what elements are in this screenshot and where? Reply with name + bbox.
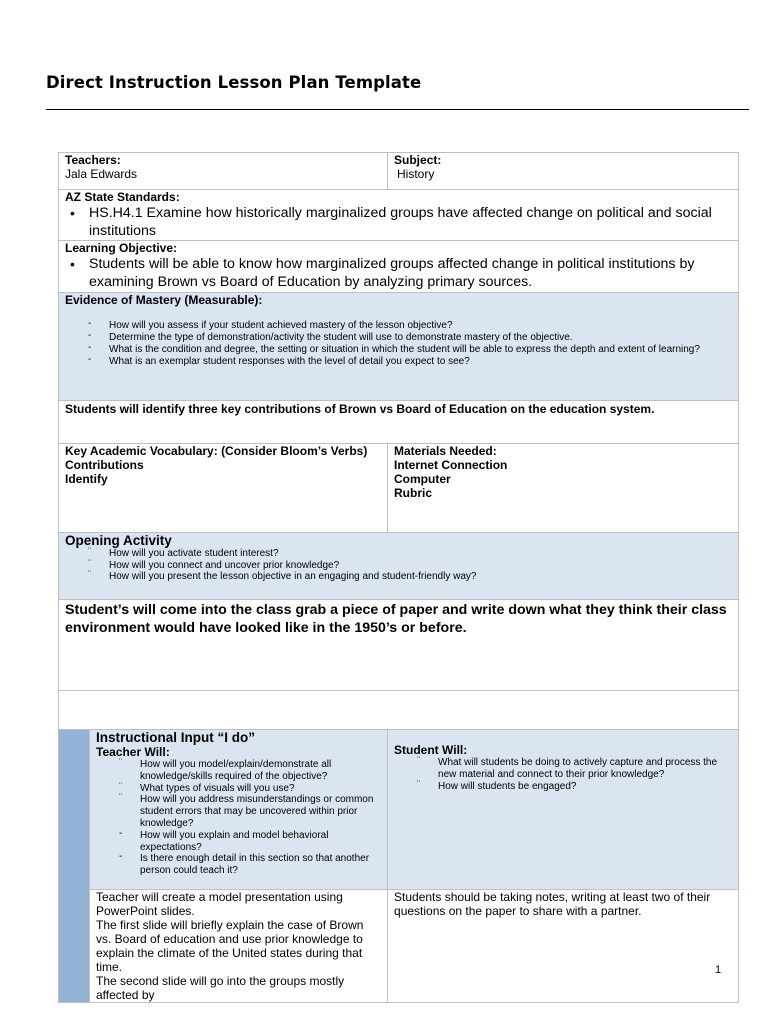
subject-label: Subject: xyxy=(394,153,442,167)
teacher-answer-line: Teacher will create a model presentation using PowerPoint slides. xyxy=(96,890,343,918)
teacher-will-label: Teacher Will: xyxy=(96,745,170,759)
standards-list xyxy=(65,204,732,240)
teachers-value: Jala Edwards xyxy=(65,167,138,181)
teacher-answer-cell[interactable] xyxy=(90,890,388,1003)
materials-item: Internet Connection xyxy=(394,458,508,472)
opening-question-list xyxy=(65,548,732,583)
materials-item: Computer xyxy=(394,472,451,486)
student-answer: Students should be taking notes, writing at least two of their questions on the paper to share with a partner. xyxy=(394,890,711,918)
page-title: Direct Instruction Lesson Plan Template xyxy=(46,73,422,92)
vocabulary-cell[interactable] xyxy=(59,444,388,533)
title-divider xyxy=(46,109,749,110)
standard-item: • HS.H4.1 Examine how historically marginalized groups have affected change on political and social institutions xyxy=(89,204,732,240)
mastery-answer: Students will identify three key contributions of Brown vs Board of Education on the education system. xyxy=(65,402,655,416)
mastery-question: - How will you assess if your student achieved mastery of the lesson objective? xyxy=(109,320,732,332)
teacher-answer-line: The second slide will go into the groups mostly affected by xyxy=(96,974,345,1002)
mastery-row xyxy=(59,293,739,401)
standards-label: AZ State Standards: xyxy=(65,190,180,204)
vocab-materials-row xyxy=(59,444,739,533)
instructional-answer-row xyxy=(59,890,739,1003)
opening-answer-row xyxy=(59,600,739,691)
opening-cell xyxy=(59,533,739,600)
objective-row xyxy=(59,241,739,293)
teacher-question-list xyxy=(96,759,381,877)
teacher-question: ¨ How will you address misunderstandings or common student errors that may be uncovered within prior knowledge? xyxy=(140,794,381,829)
empty-cell[interactable] xyxy=(59,691,739,730)
page-number: 1 xyxy=(715,964,722,976)
objective-cell[interactable] xyxy=(59,241,739,293)
objective-label: Learning Objective: xyxy=(65,241,178,255)
student-will-cell xyxy=(388,730,739,890)
objective-list xyxy=(65,255,732,291)
opening-row xyxy=(59,533,739,600)
teacher-question: - Is there enough detail in this section so that another person could teach it? xyxy=(140,853,381,877)
student-question-list xyxy=(394,757,732,792)
student-question: ¨ What will students be doing to actively capture and process the new material and connect to their prior knowledge? xyxy=(438,757,732,781)
teachers-label: Teachers: xyxy=(65,153,121,167)
materials-item: Rubric xyxy=(394,486,433,500)
mastery-cell xyxy=(59,293,739,401)
opening-question: ¨ How will you present the lesson objective in an engaging and student-friendly way? xyxy=(109,571,732,583)
student-question: ¨ How will students be engaged? xyxy=(438,781,732,793)
opening-label: Opening Activity xyxy=(65,533,172,548)
instructional-side-bar xyxy=(59,730,90,1003)
mastery-answer-row xyxy=(59,401,739,444)
mastery-question-list xyxy=(65,320,732,368)
vocabulary-label: Key Academic Vocabulary: (Consider Bloom’s Verbs) xyxy=(65,444,368,458)
teacher-question: - How will you explain and model behavioral expectations? xyxy=(140,830,381,854)
opening-answer: Student’s will come into the class grab a piece of paper and write down what they think their class environment would have looked like in the 1950’s or before. xyxy=(65,602,727,636)
subject-value: History xyxy=(397,167,435,181)
standards-row xyxy=(59,190,739,241)
student-answer-cell[interactable] xyxy=(388,890,739,1003)
materials-cell[interactable] xyxy=(388,444,739,533)
materials-label: Materials Needed: xyxy=(394,444,497,458)
standards-cell[interactable] xyxy=(59,190,739,241)
teachers-cell[interactable] xyxy=(59,153,388,190)
vocabulary-item: Contributions xyxy=(65,458,144,472)
instructional-row xyxy=(59,730,739,890)
mastery-question: - What is the condition and degree, the setting or situation in which the student will be able to express the depth and extent of learning? xyxy=(109,344,732,356)
lesson-plan-table xyxy=(58,152,739,1003)
opening-answer-cell[interactable] xyxy=(59,600,739,691)
instructional-label: Instructional Input “I do” xyxy=(96,730,255,745)
mastery-question: - What is an exemplar student responses with the level of detail you expect to see? xyxy=(109,356,732,368)
teacher-question: ¨ What types of visuals will you use? xyxy=(140,783,381,795)
subject-cell[interactable] xyxy=(388,153,739,190)
teacher-answer-line: The first slide will briefly explain the case of Brown vs. Board of education and use prior knowledge to explain the climate of the United states during that time. xyxy=(96,918,364,974)
empty-row xyxy=(59,691,739,730)
vocabulary-item: Identify xyxy=(65,472,108,486)
mastery-answer-cell[interactable] xyxy=(59,401,739,444)
mastery-label: Evidence of Mastery (Measurable): xyxy=(65,293,263,307)
teacher-subject-row xyxy=(59,153,739,190)
objective-item: • Students will be able to know how marginalized groups affected change in political institutions by examining Brown vs Board of Education by analyzing primary sources. xyxy=(89,255,732,291)
mastery-question: - Determine the type of demonstration/activity the student will use to demonstrate mastery of the objective. xyxy=(109,332,732,344)
opening-question: ¨ How will you activate student interest? xyxy=(109,548,732,560)
teacher-question: ¨ How will you model/explain/demonstrate all knowledge/skills required of the objective? xyxy=(140,759,381,783)
student-will-label: Student Will: xyxy=(394,743,468,757)
teacher-will-cell xyxy=(90,730,388,890)
opening-question: ¨ How will you connect and uncover prior knowledge? xyxy=(109,560,732,572)
